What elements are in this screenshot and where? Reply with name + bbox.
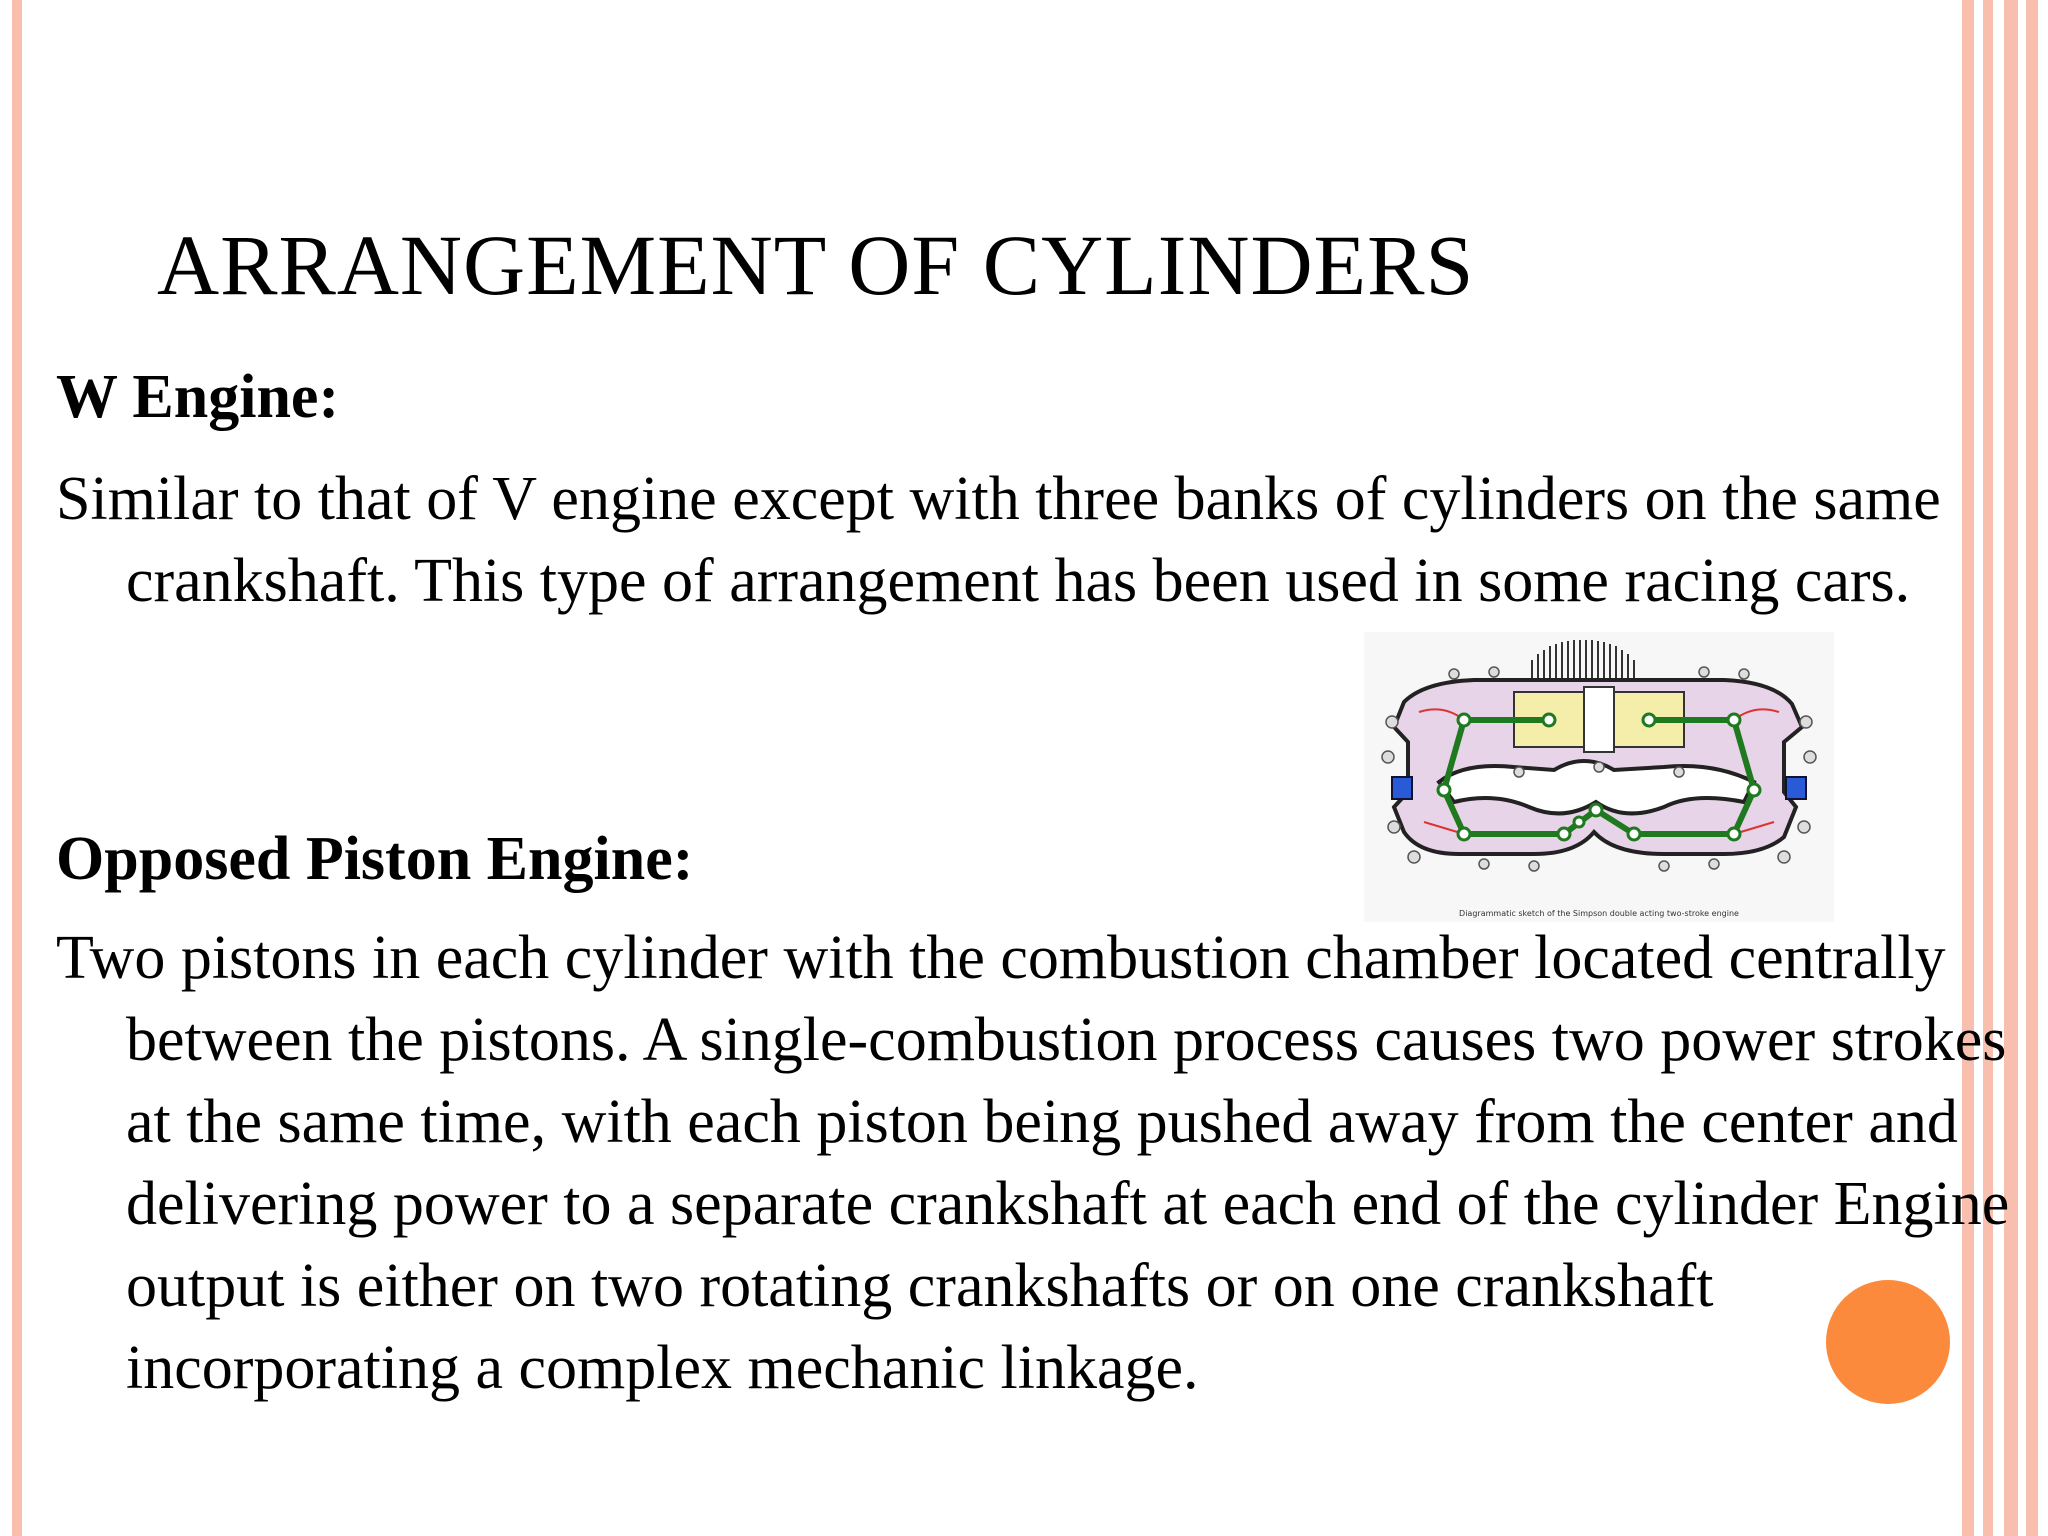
figure-caption: Diagrammatic sketch of the Simpson double acting two-stroke engine [1459, 909, 1739, 918]
decorative-orange-dot [1826, 1280, 1950, 1404]
section-heading-w-engine: W Engine: [56, 363, 340, 431]
slide-title: ARRANGEMENT OF CYLINDERS [157, 217, 1475, 313]
section-body-w-engine: Similar to that of V engine except with three banks of cylinders on the same crankshaft. This type of arrangement has been used in some racing cars. [56, 465, 1941, 615]
engine-linkage-diagram-icon [1364, 632, 1834, 904]
section-heading-opposed-piston: Opposed Piston Engine: [56, 825, 694, 893]
section-body-opposed-piston: Two pistons in each cylinder with the combustion chamber located centrally between the pistons. A single-combustion process causes two power strokes at the same time, with each piston being pushed away from the center and delivering power to a separate crankshaft at each end of the cylinder Engine output is either on two rotating crankshafts or on one crankshaft incorporating a complex mechanic linkage. [56, 924, 2010, 1402]
frame-stripe-left [12, 0, 22, 1536]
engine-diagram-figure [1364, 632, 1834, 922]
